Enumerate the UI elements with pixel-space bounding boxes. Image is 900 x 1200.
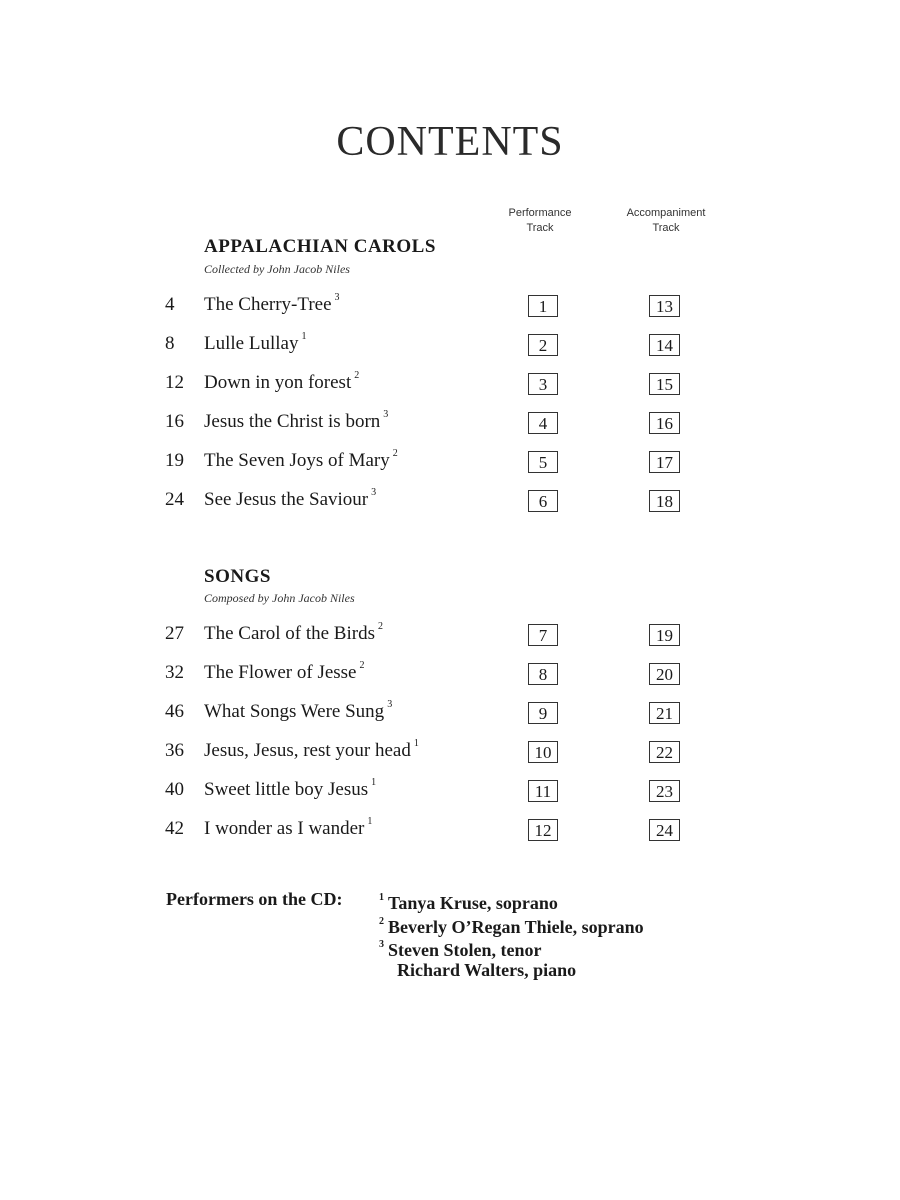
performance-header-line-1: Performance <box>508 207 572 219</box>
performer-footnote: 2 <box>354 369 360 381</box>
song-title: Sweet little boy Jesus <box>204 779 369 800</box>
performance-track-number: 9 <box>528 702 558 724</box>
song-title: Jesus the Christ is born <box>204 411 381 432</box>
page-number: 24 <box>165 489 184 510</box>
performer-name: Steven Stolen, tenor <box>388 940 542 960</box>
accompaniment-track-number: 24 <box>649 819 680 841</box>
performance-track-number: 2 <box>528 334 558 356</box>
performance-track-number: 4 <box>528 412 558 434</box>
page-number: 46 <box>165 701 184 722</box>
accompaniment-track-number: 16 <box>649 412 680 434</box>
contents-entry <box>0 291 900 324</box>
accompaniment-track-number: 15 <box>649 373 680 395</box>
section-subtitle: Composed by John Jacob Niles <box>204 591 355 605</box>
song-title: Jesus, Jesus, rest your head <box>204 740 411 761</box>
song-entry <box>204 659 365 684</box>
section-title: SONGS <box>204 566 271 587</box>
performer-footnote: 1 <box>301 330 307 342</box>
section-subtitle: Collected by John Jacob Niles <box>204 262 350 276</box>
contents-entry <box>0 486 900 519</box>
accompaniment-track-number: 23 <box>649 780 680 802</box>
performance-track-number: 11 <box>528 780 558 802</box>
contents-entry <box>0 776 900 809</box>
contents-entry <box>0 815 900 848</box>
performance-track-number: 5 <box>528 451 558 473</box>
song-title: The Flower of Jesse <box>204 662 357 683</box>
accompaniment-track-number: 19 <box>649 624 680 646</box>
performer-footnote: 2 <box>359 659 365 671</box>
accompaniment-track-number: 13 <box>649 295 680 317</box>
performer-footnote-marker: 3 <box>379 939 384 950</box>
accompaniment-track-number: 14 <box>649 334 680 356</box>
page-number: 42 <box>165 818 184 839</box>
performer-line <box>379 912 644 936</box>
performance-track-number: 7 <box>528 624 558 646</box>
accompaniment-track-number: 21 <box>649 702 680 724</box>
song-entry <box>204 291 340 316</box>
performer-footnote: 3 <box>383 408 389 420</box>
performance-track-number: 8 <box>528 663 558 685</box>
performer-footnote: 1 <box>413 737 419 749</box>
song-title: The Carol of the Birds <box>204 623 375 644</box>
performance-track-number: 3 <box>528 373 558 395</box>
song-title: What Songs Were Sung <box>204 701 385 722</box>
song-title: See Jesus the Saviour <box>204 489 369 510</box>
accompaniment-track-number: 17 <box>649 451 680 473</box>
accompaniment-track-number: 18 <box>649 490 680 512</box>
page-number: 12 <box>165 372 184 393</box>
page-number: 40 <box>165 779 184 800</box>
song-entry <box>204 776 377 801</box>
performer-footnote: 2 <box>392 447 398 459</box>
page-title: CONTENTS <box>336 119 564 165</box>
contents-entry <box>0 330 900 363</box>
performance-track-header <box>480 206 600 236</box>
page-number: 16 <box>165 411 184 432</box>
accompaniment-header-line-2: Track <box>652 222 680 234</box>
song-title: The Seven Joys of Mary <box>204 450 390 471</box>
contents-entry <box>0 408 900 441</box>
song-entry <box>204 486 377 511</box>
performer-footnote: 3 <box>334 291 340 303</box>
performer-footnote-marker: 1 <box>379 892 384 903</box>
page-number: 19 <box>165 450 184 471</box>
performer-line <box>379 959 644 983</box>
page-number: 32 <box>165 662 184 683</box>
accompaniment-header-line-1: Accompaniment <box>626 207 706 219</box>
contents-entry <box>0 369 900 402</box>
performer-footnote: 1 <box>367 815 373 827</box>
performer-footnote-marker: 2 <box>379 915 384 927</box>
page-number: 27 <box>165 623 184 644</box>
performance-track-number: 6 <box>528 490 558 512</box>
performer-name: Richard Walters, piano <box>397 959 577 980</box>
performance-track-number: 12 <box>528 819 558 841</box>
song-entry <box>204 408 389 433</box>
performers-list <box>379 888 644 982</box>
song-title: Down in yon forest <box>204 372 352 393</box>
contents-entry <box>0 447 900 480</box>
performer-line <box>379 888 644 912</box>
accompaniment-track-header <box>606 206 726 236</box>
song-entry <box>204 698 393 723</box>
contents-entry <box>0 659 900 692</box>
page-number: 8 <box>165 333 175 354</box>
performer-footnote: 3 <box>387 698 393 710</box>
performers-label: Performers on the CD: <box>166 889 343 909</box>
accompaniment-track-number: 22 <box>649 741 680 763</box>
song-entry <box>204 447 398 472</box>
performance-track-number: 1 <box>528 295 558 317</box>
performer-footnote: 3 <box>371 486 377 498</box>
page-number: 4 <box>165 294 175 315</box>
performer-line <box>379 935 644 959</box>
performance-header-line-2: Track <box>526 222 554 234</box>
contents-entry <box>0 698 900 731</box>
section-title: APPALACHIAN CAROLS <box>204 236 436 257</box>
song-title: The Cherry-Tree <box>204 294 332 315</box>
contents-entry <box>0 620 900 653</box>
performer-footnote: 1 <box>371 776 377 788</box>
song-entry <box>204 737 419 762</box>
performer-name: Tanya Kruse, soprano <box>388 893 558 913</box>
performer-footnote: 2 <box>377 620 383 632</box>
song-title: I wonder as I wander <box>204 818 365 839</box>
song-entry <box>204 620 383 645</box>
song-entry <box>204 815 373 840</box>
page-number: 36 <box>165 740 184 761</box>
performance-track-number: 10 <box>528 741 558 763</box>
song-entry <box>204 330 307 355</box>
performer-name: Beverly O’Regan Thiele, soprano <box>388 916 644 937</box>
song-entry <box>204 369 360 394</box>
accompaniment-track-number: 20 <box>649 663 680 685</box>
song-title: Lulle Lullay <box>204 333 299 354</box>
contents-entry <box>0 737 900 770</box>
